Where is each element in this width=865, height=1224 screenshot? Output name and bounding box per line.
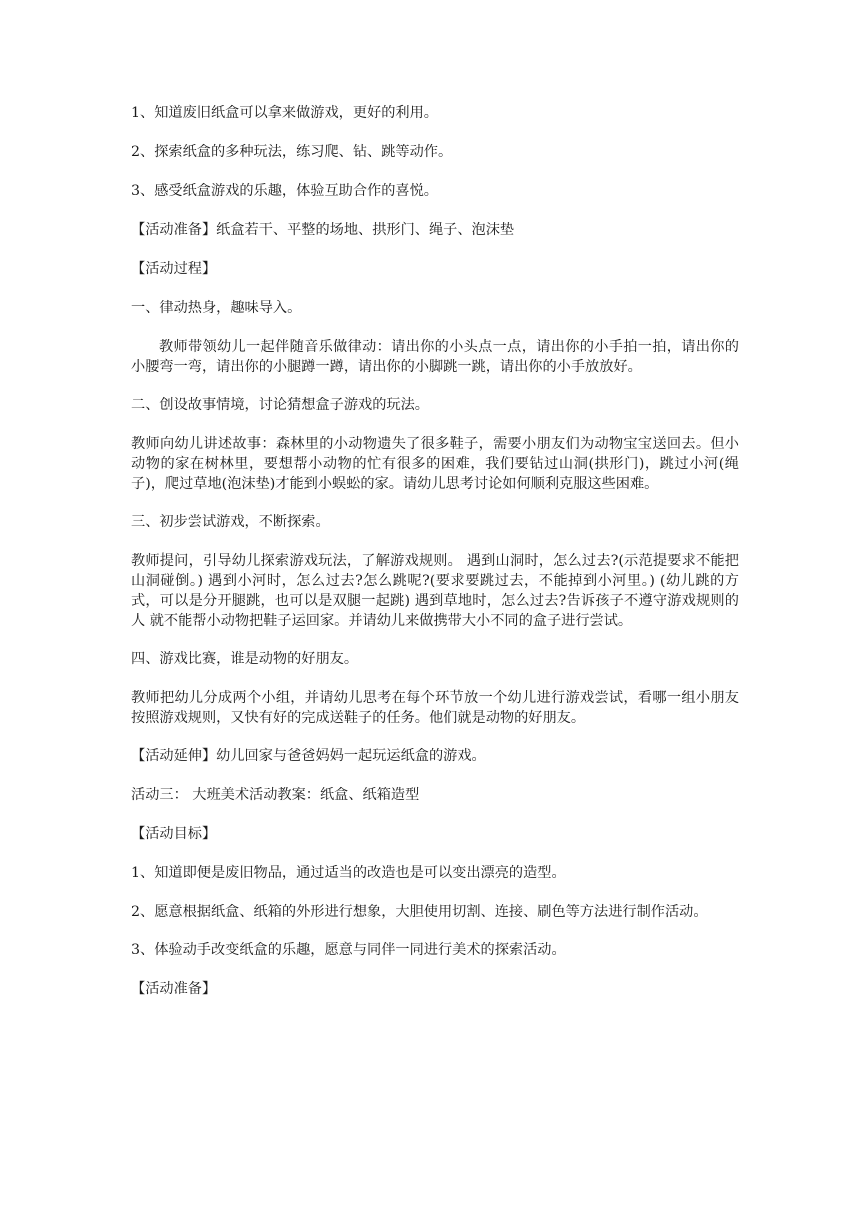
goal-3: 3、感受纸盒游戏的乐趣，体验互助合作的喜悦。: [131, 183, 438, 199]
section-4-heading: 四、游戏比赛，谁是动物的好朋友。: [131, 651, 359, 667]
activity-goals-heading: 【活动目标】: [131, 826, 217, 842]
section-3-body: 教师提问，引导幼儿探索游戏玩法，了解游戏规则。 遇到山洞时，怎么过去?(示范提要求不能把山洞碰倒。) 遇到小河时，怎么过去?怎么跳呢?(要求要跳过去，不能掉到小河里。) (幼儿跳的方式，可以是分开腿跳，也可以是双腿一起跳) 遇到草地时，怎么过去?告诉孩子不遵守游戏规则的人 就不能帮小动物把鞋子运回家。并请幼儿来做携带大小不同的盒子进行尝试。: [131, 553, 739, 629]
activity-3-title: 活动三： 大班美术活动教案：纸盒、纸箱造型: [131, 787, 420, 803]
goal-1: 1、知道废旧纸盒可以拿来做游戏，更好的利用。: [131, 105, 438, 121]
section-2-body: 教师向幼儿讲述故事：森林里的小动物遗失了很多鞋子，需要小朋友们为动物宝宝送回去。但小动物的家在树林里，要想帮小动物的忙有很多的困难，我们要钻过山洞(拱形门)，跳过小河(绳子)，爬过草地(泡沫垫)才能到小蜈蚣的家。请幼儿思考讨论如何顺利克服这些困难。: [131, 436, 739, 492]
goal-2: 2、探索纸盒的多种玩法，练习爬、钻、跳等动作。: [131, 144, 453, 160]
section-1-body: 教师带领幼儿一起伴随音乐做律动：请出你的小头点一点，请出你的小手拍一拍，请出你的小腰弯一弯，请出你的小腿蹲一蹲，请出你的小脚跳一跳，请出你的小手放放好。: [131, 339, 739, 375]
activity-process-heading: 【活动过程】: [131, 261, 217, 277]
section-1-heading: 一、律动热身，趣味导入。: [131, 300, 302, 316]
section-3-heading: 三、初步尝试游戏，不断探索。: [131, 514, 330, 530]
art-goal-2: 2、愿意根据纸盒、纸箱的外形进行想象，大胆使用切割、连接、刷色等方法进行制作活动。: [131, 904, 708, 920]
section-2-heading: 二、创设故事情境，讨论猜想盒子游戏的玩法。: [131, 397, 429, 413]
art-goal-3: 3、体验动手改变纸盒的乐趣，愿意与同伴一同进行美术的探索活动。: [131, 942, 566, 958]
art-preparation-heading: 【活动准备】: [131, 981, 217, 997]
section-4-body: 教师把幼儿分成两个小组，并请幼儿思考在每个环节放一个幼儿进行游戏尝试，看哪一组小朋友按照游戏规则，又快有好的完成送鞋子的任务。他们就是动物的好朋友。: [131, 690, 739, 726]
art-goal-1: 1、知道即便是废旧物品，通过适当的改造也是可以变出漂亮的造型。: [131, 865, 566, 881]
document-body: [131, 103, 739, 1018]
activity-extension: 【活动延伸】幼儿回家与爸爸妈妈一起玩运纸盒的游戏。: [131, 748, 486, 764]
activity-preparation: 【活动准备】纸盒若干、平整的场地、拱形门、绳子、泡沫垫: [131, 222, 515, 238]
